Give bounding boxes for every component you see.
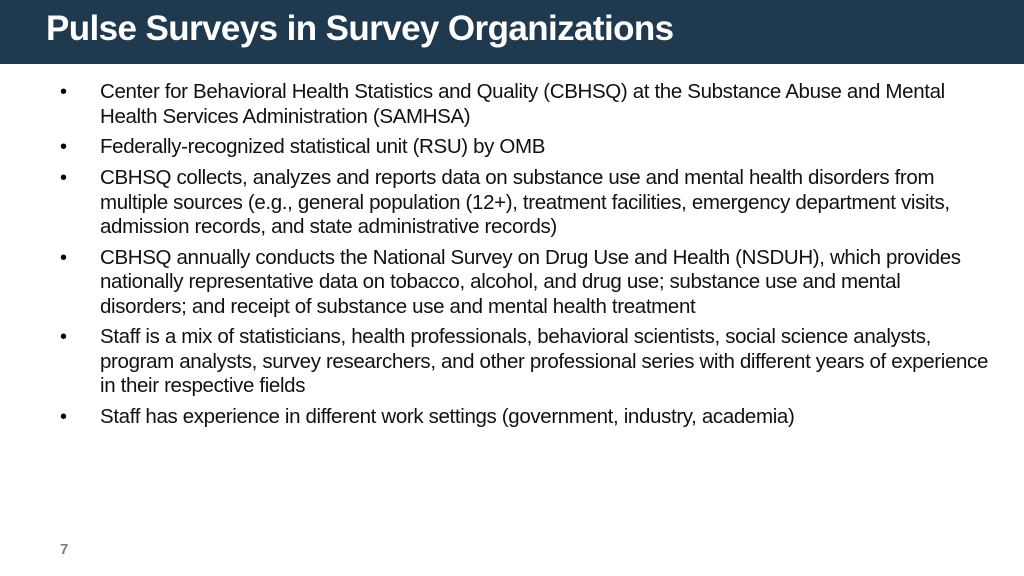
page-number: 7 [60,541,69,558]
bullet-item [60,246,990,320]
bullet-list [60,80,990,436]
bullet-item [60,405,990,430]
bullet-item [60,166,990,240]
slide-title: Pulse Surveys in Survey Organizations [46,9,674,48]
bullet-item [60,325,990,399]
bullet-icon: • [60,167,68,189]
bullet-text: Federally-recognized statistical unit (RSU) by OMB [100,135,546,158]
bullet-text: Center for Behavioral Health Statistics and Quality (CBHSQ) at the Substance Abuse and Mental Health Services Administration (SAMHSA) [100,80,945,128]
bullet-icon: • [60,81,68,103]
bullet-icon: • [60,326,68,348]
bullet-text: CBHSQ annually conducts the National Survey on Drug Use and Health (NSDUH), which provides nationally representative data on tobacco, alcohol, and drug use; substance use and mental disorders; and receipt of substance use and mental health treatment [100,245,961,318]
bullet-item [60,80,990,129]
title-bar [0,0,1024,64]
bullet-text: Staff has experience in different work settings (government, industry, academia) [100,404,795,428]
bullet-icon: • [60,405,68,428]
bullet-item [60,135,990,160]
bullet-text: CBHSQ collects, analyzes and reports data on substance use and mental health disorders from multiple sources (e.g., general population (12+), treatment facilities, emergency department visits, admission records, and state administrative records) [100,166,950,238]
bullet-icon: • [60,246,68,269]
bullet-text: Staff is a mix of statisticians, health professionals, behavioral scientists, social science analysts, program analysts, survey researchers, and other professional series with different years of experience in their respective fields [100,325,989,397]
bullet-icon: • [60,136,68,158]
